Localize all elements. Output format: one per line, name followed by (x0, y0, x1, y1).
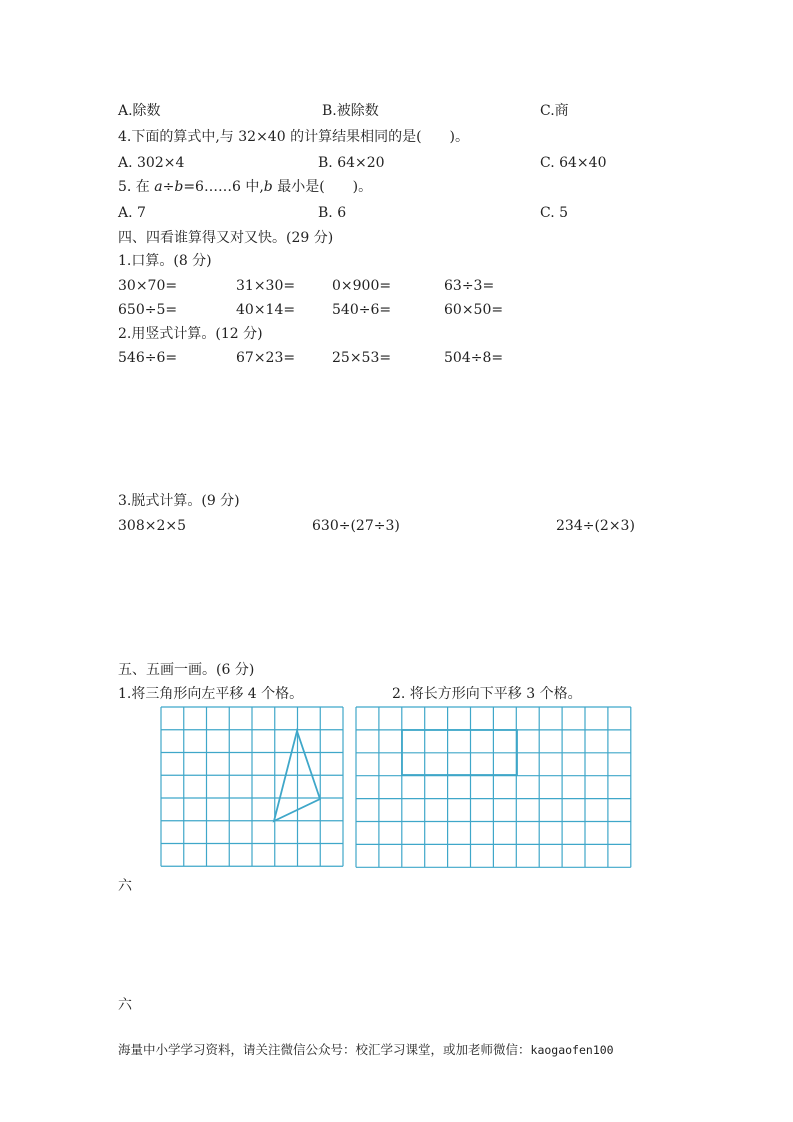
rectangle-grid[interactable] (355, 706, 633, 868)
q5-option-a: A. 7 (118, 205, 146, 221)
q3-option-c: C.商 (540, 103, 569, 119)
vertical-calc-item: 504÷8= (444, 350, 504, 366)
oral-calc-item: 60×50= (444, 302, 504, 318)
stepwise-calc-item: 308×2×5 (118, 518, 186, 534)
q5-option-c: C. 5 (540, 205, 569, 221)
grid-lines (356, 707, 631, 867)
oral-calc-item: 30×70= (118, 278, 178, 294)
section4-title: 四、四看谁算得又对又快。(29 分) (118, 230, 334, 246)
section4-part1-title: 1.口算。(8 分) (118, 253, 212, 269)
q4-option-a: A. 302×4 (118, 155, 185, 171)
oral-calc-item: 63÷3= (444, 278, 495, 294)
section5-q1: 1.将三角形向左平移 4 个格。 (118, 686, 304, 702)
vertical-calc-item: 67×23= (236, 350, 296, 366)
q4-option-c: C. 64×40 (540, 155, 607, 171)
triangle-grid[interactable] (160, 706, 344, 868)
section5-q2: 2. 将长方形向下平移 3 个格。 (392, 686, 582, 702)
q3-option-a: A.除数 (118, 103, 161, 119)
section4-part3-title: 3.脱式计算。(9 分) (118, 493, 240, 509)
oral-calc-item: 0×900= (332, 278, 392, 294)
section5-title: 五、五画一画。(6 分) (118, 662, 255, 678)
section6-heading: 六 (118, 997, 132, 1013)
oral-calc-item: 650÷5= (118, 302, 178, 318)
footer-note: 海量中小学学习资料，请关注微信公众号：校汇学习课堂，或加老师微信：kaogaofen100 (118, 1042, 614, 1057)
vertical-calc-item: 546÷6= (118, 350, 178, 366)
q5-option-b: B. 6 (318, 205, 347, 221)
q4-option-b: B. 64×20 (318, 155, 385, 171)
oral-calc-item: 31×30= (236, 278, 296, 294)
q5-stem: 5. 在 a÷b=6……6 中,b 最小是( )。 (118, 179, 373, 195)
oral-calc-item: 540÷6= (332, 302, 392, 318)
q3-option-b: B.被除数 (322, 103, 379, 119)
q4-stem: 4.下面的算式中,与 32×40 的计算结果相同的是( )。 (118, 129, 469, 145)
stepwise-calc-item: 234÷(2×3) (556, 518, 635, 534)
section6-heading: 六 (118, 878, 132, 894)
stepwise-calc-item: 630÷(27÷3) (312, 518, 400, 534)
oral-calc-item: 40×14= (236, 302, 296, 318)
vertical-calc-item: 25×53= (332, 350, 392, 366)
section4-part2-title: 2.用竖式计算。(12 分) (118, 326, 263, 342)
